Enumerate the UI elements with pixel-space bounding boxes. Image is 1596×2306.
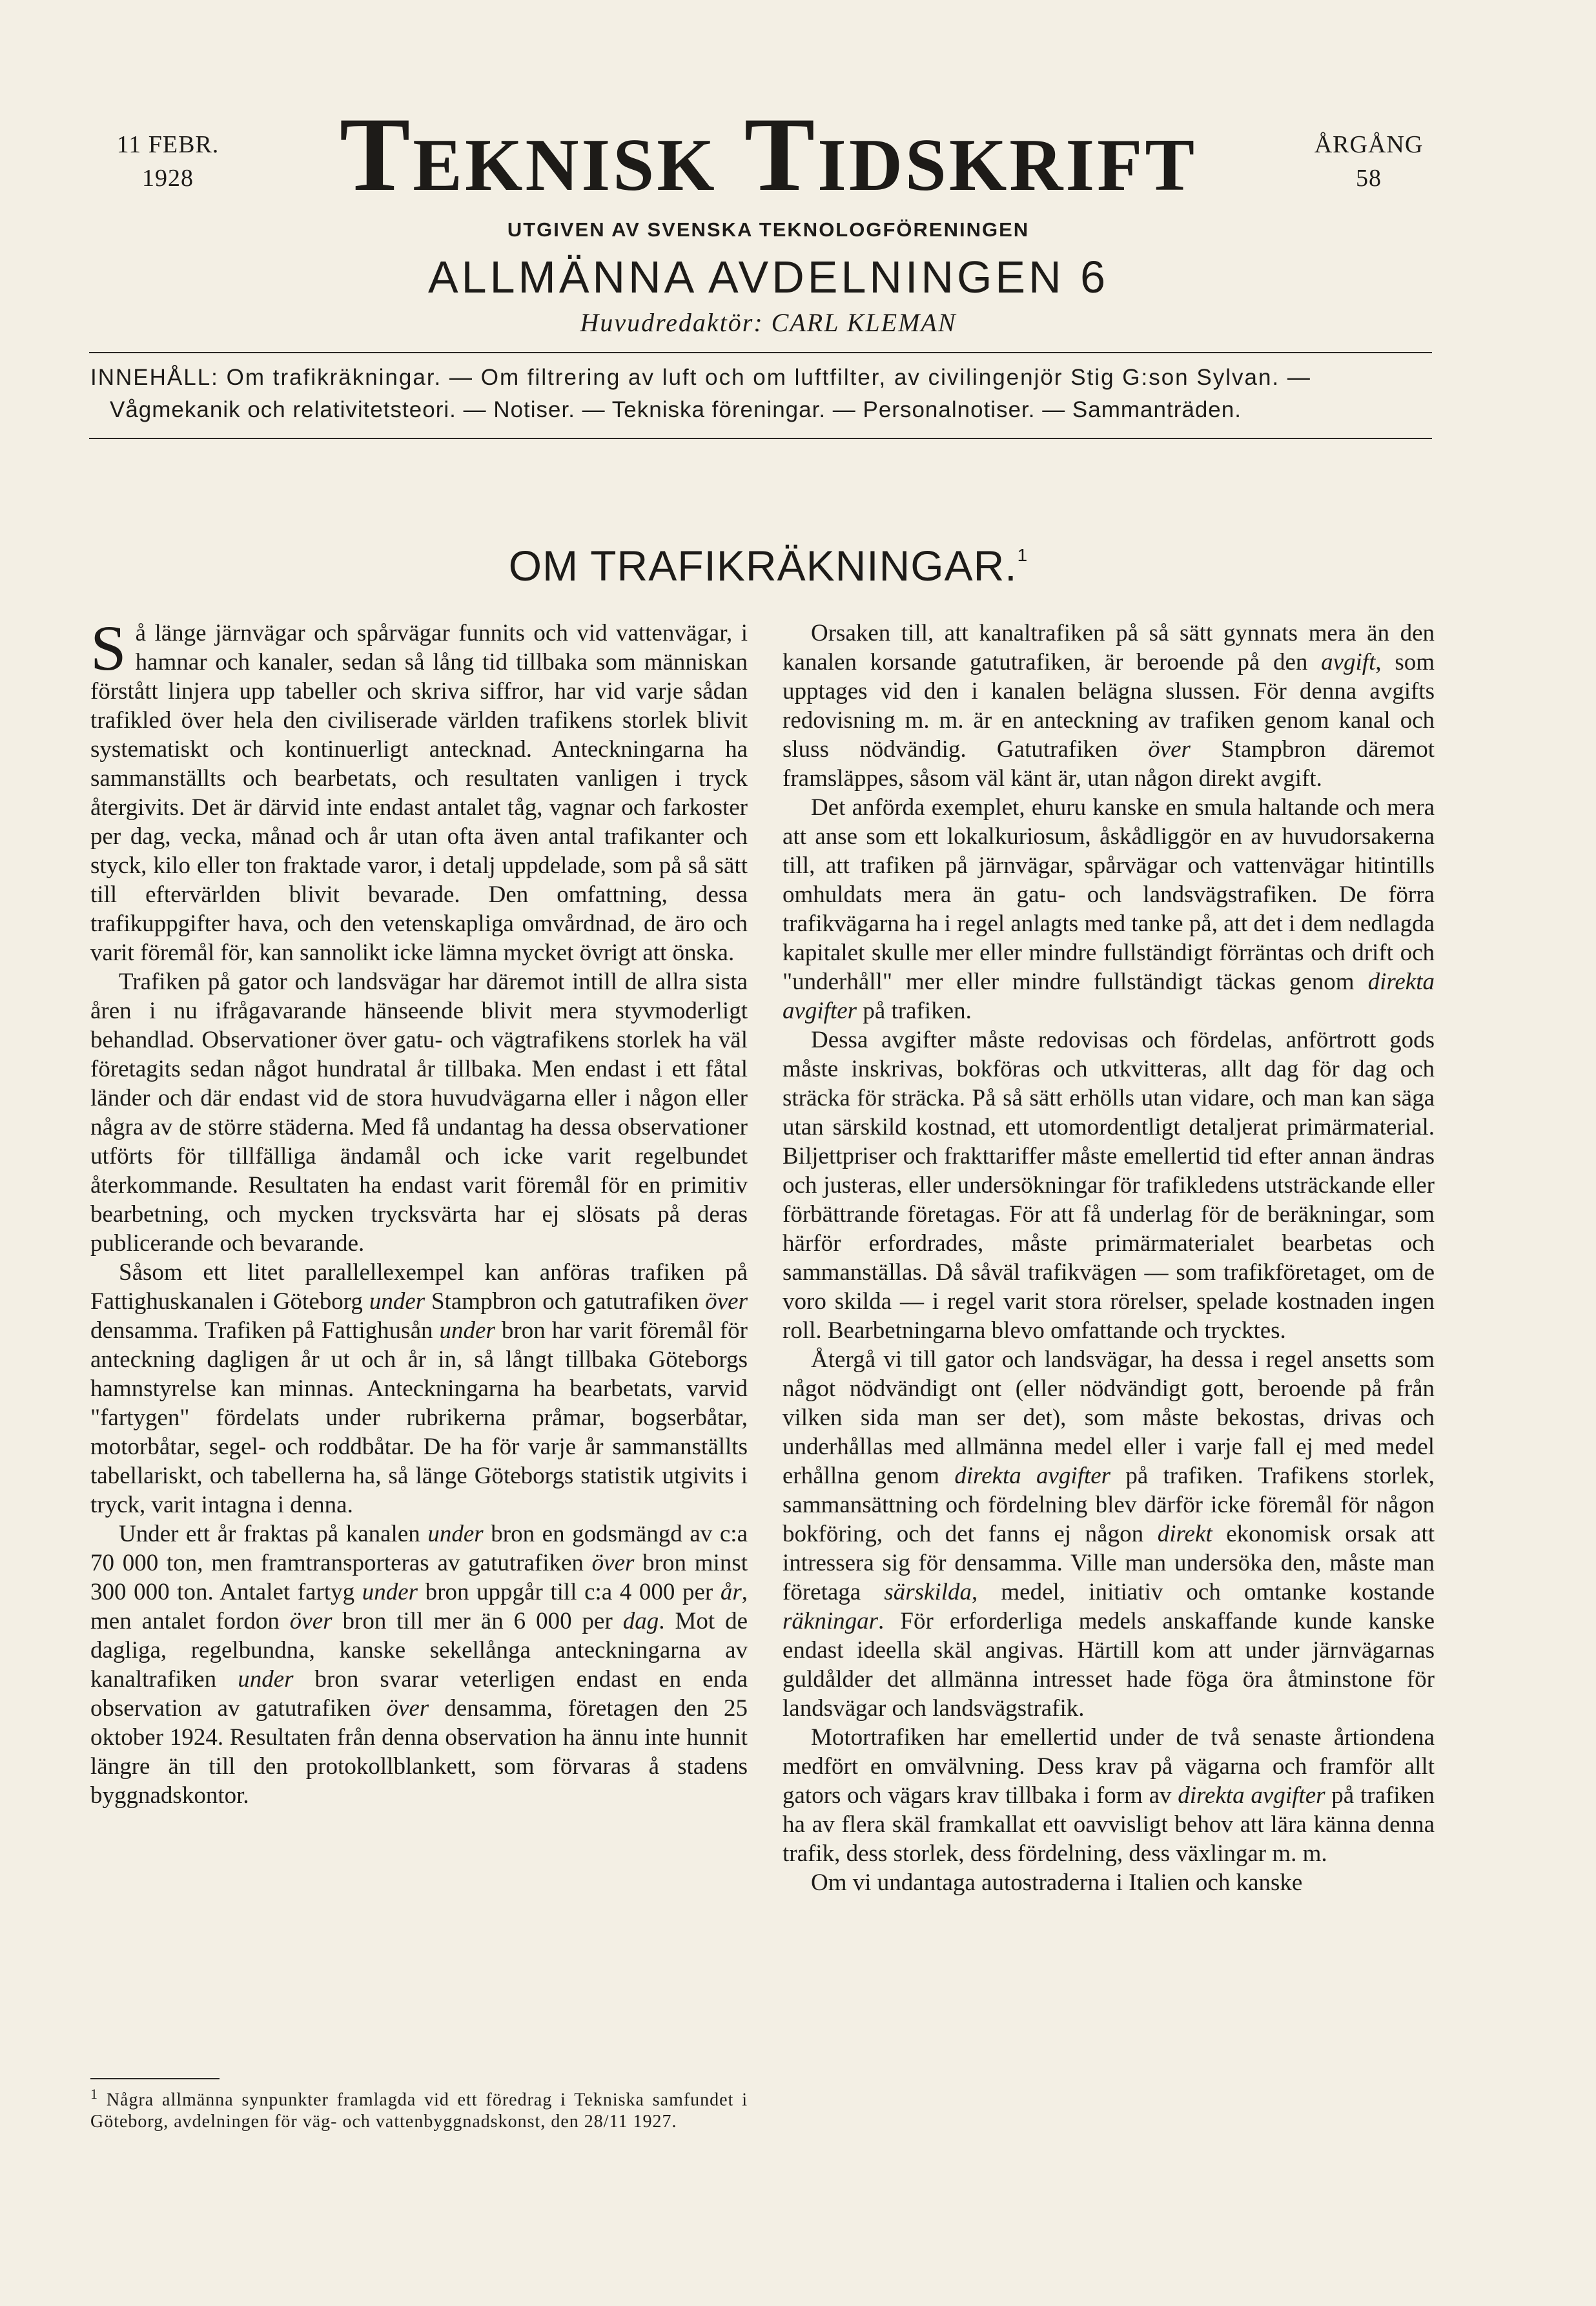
- publisher-line: UTGIVEN AV SVENSKA TEKNOLOGFÖRENINGEN: [507, 218, 1030, 241]
- contents-line-1: INNEHÅLL: Om trafikräkningar. — Om filtrering av luft och om luftfilter, av civilingenjör Stig G:son Sylvan. —: [90, 365, 1311, 390]
- table-of-contents: [90, 362, 1433, 426]
- paragraph: [90, 1258, 748, 1519]
- text-run: bron har varit föremål för anteckning dagligen år ut och år in, så långt tillbaka Göteborgs hamnstyrelse kan minnas. Anteckningarna ha bearbetats, varvid "fartygen" fördelats under rubrikerna pråmar, bogserbåtar, motorbåtar, segel- och roddbåtar. De ha för varje år sammanställts tabellariskt, och tabellerna ha, så länge Göteborgs statistik utgivits i tryck, varit intagna i denna.: [90, 1317, 748, 1518]
- text-run: bron uppgår till c:a 4 000 per: [418, 1579, 721, 1605]
- text-run: densamma, företagen den 25 oktober 1924. Resultaten från denna observation ha ännu inte hunnit längre än till den protokollblankett, som förvaras å stadens byggnadskontor.: [90, 1695, 748, 1809]
- text-run: Stampbron och gatutrafiken: [425, 1288, 706, 1315]
- emphasis: över: [591, 1550, 635, 1576]
- paragraph: [783, 793, 1435, 1025]
- text-run: densamma. Trafiken på Fattighusån: [90, 1317, 440, 1344]
- paragraph: [783, 619, 1435, 793]
- paragraph-text: å länge järnvägar och spårvägar funnits och vid vattenvägar, i hamnar och kanaler, sedan så lång tid tillbaka som människan förstått linjera upp tabeller och skriva siffror, har vid varje sådan trafikled över hela den civiliserade världen trafikens storlek blivit systematiskt och kontinuerligt antecknad. Anteckningarna ha sammanställts och bearbetats, och resultaten vanligen i tryck återgivits. Det är därvid inte endast antalet tåg, vagnar och farkoster per dag, vecka, månad och år utan ofta även antal trafikanter och styck, kilo eller ton fraktade varor, i detalj uppdelade, som på så sätt till eftervärlden blivit bevarade. Den omfattning, dessa trafikuppgifter hava, och den vetenskapliga omvårdnad, de äro och varit föremål för, kan sannolikt icke lämna mycket övrigt att önska.: [90, 620, 748, 966]
- text-run: , som upptages vid den i kanalen belägna slussen. För denna avgifts redovisning m. m. är en anteckning av trafiken genom kanal och sluss nödvändig. Gatutrafiken: [783, 649, 1435, 763]
- emphasis: över: [1148, 736, 1191, 763]
- text-run: på trafiken. Trafikens storlek, sammansättning och fördelning blev därför icke föremål för någon bokföring, och det fanns ej någon: [783, 1463, 1435, 1547]
- emphasis: direkt: [1157, 1521, 1212, 1547]
- divider-top: [89, 352, 1432, 353]
- divider-bottom: [89, 438, 1432, 439]
- masthead-title: Teknisk Tidskrift: [339, 96, 1198, 213]
- emphasis: över: [289, 1608, 332, 1634]
- text-run: Återgå vi till gator och landsvägar, ha dessa i regel ansetts som något nödvändigt ont (eller nödvändigt gott, beroende på från vilken sida man ser det), som måste bekostas, drivas och underhållas med allmänna medel eller i varje fall ej med medel erhållna genom: [783, 1346, 1435, 1489]
- paragraph: Dessa avgifter måste redovisas och fördelas, anförtrott gods måste inskrivas, bokföras och utkvitteras, allt dag för dag och sträcka för sträcka. På så sätt erhölls utan vidare, och man kan säga utan särskild kostnad, ett utomordentligt detaljerat primärmaterial. Biljettpriser och frakttariffer måste emellertid tid efter annan ändras och justeras, eller undersökningar för trafikledens utsträckande eller förbättrande företagas. För att få underlag för de beräkningar, som härför erfordrades, måste primärmaterialet bearbetas och sammanställas. Då såväl trafikvägen — som trafikföretaget, om de voro skilda — i regel varit stora rörelser, spelade kostnaden ingen roll. Bearbetningarna blevo omfattande och trycktes.: [783, 1027, 1435, 1344]
- emphasis: över: [386, 1695, 429, 1722]
- emphasis: dag: [622, 1608, 659, 1634]
- contents-line-2: Vågmekanik och relativitetsteori. — Notiser. — Tekniska föreningar. — Personalnotiser. — Sammanträden.: [110, 397, 1242, 422]
- footnote-text: Några allmänna synpunkter framlagda vid ett föredrag i Tekniska samfundet i Göteborg, avdelningen för väg- och vattenbyggnadskonst, den 28/11 1927.: [90, 2090, 748, 2132]
- paragraph: [90, 612, 748, 967]
- text-run: Motortrafiken har emellertid under de två senaste årtiondena medfört en omvälvning. Dess krav på vägarna och framför allt gators och vägars krav tillbaka i form av: [783, 1724, 1435, 1809]
- text-run: Stampbron däremot framsläppes, såsom väl känt är, utan någon direkt avgift.: [783, 736, 1435, 792]
- paragraph: [783, 1345, 1435, 1723]
- footnote-divider: [90, 2078, 220, 2079]
- editor-line: Huvudredaktör: CARL KLEMAN: [580, 308, 957, 337]
- issue-date: [90, 128, 245, 195]
- text-run: . Mot de dagliga, regelbundna, kanske sekellånga anteckningarna av kanaltrafiken: [90, 1608, 748, 1693]
- drop-cap: S: [90, 612, 127, 684]
- column-right: [783, 619, 1435, 1897]
- text-run: på trafiken ha av flera skäl framkallat ett oavvisligt behov att lära känna denna trafik, dess storlek, dess fördelning, dess växlingar m. m.: [783, 1782, 1435, 1867]
- emphasis: direkta avgifter: [954, 1463, 1111, 1489]
- article-title: [245, 541, 1291, 590]
- text-run: , medel, initiativ och omtanke kostande: [972, 1579, 1435, 1605]
- volume-label: ÅRGÅNG: [1314, 131, 1424, 158]
- column-left: [90, 612, 748, 1810]
- text-run: Såsom ett litet parallellexempel kan anföras trafiken på Fattighuskanalen i Göteborg: [90, 1259, 748, 1315]
- paragraph: [783, 1723, 1435, 1868]
- text-run: , men antalet fordon: [90, 1579, 748, 1634]
- emphasis: år: [720, 1579, 742, 1605]
- emphasis: direkta avgifter: [1178, 1782, 1325, 1809]
- emphasis: över: [705, 1288, 748, 1315]
- text-run: bron till mer än 6 000 per: [332, 1608, 623, 1634]
- section-title: ALLMÄNNA AVDELNINGEN 6: [427, 252, 1109, 302]
- footnote: [90, 2083, 748, 2133]
- volume-info: [1291, 128, 1446, 195]
- paragraph: Om vi undantaga autostraderna i Italien och kanske: [811, 1869, 1303, 1896]
- text-run: bron svarar veterligen endast en enda observation av gatutrafiken: [90, 1666, 748, 1722]
- title-footnote-mark: 1: [1017, 545, 1028, 565]
- text-run: bron minst 300 000 ton. Antalet fartyg: [90, 1550, 748, 1605]
- emphasis: direkta avgifter: [783, 969, 1435, 1024]
- emphasis: under: [238, 1666, 294, 1693]
- emphasis: avgift: [1321, 649, 1376, 675]
- emphasis: särskilda: [884, 1579, 972, 1605]
- paragraph: [90, 1519, 748, 1810]
- issue-day: 11 FEBR.: [116, 131, 220, 158]
- paragraph: Trafiken på gator och landsvägar har däremot intill de allra sista åren i nu ifrågavarande hänseende blivit mera styvmoderligt behandlad. Observationer över gatu- och vägtrafikens storlek ha väl företagits sedan något hundratal år tillbaka. Men endast i ett fåtal länder och där endast vid de stora huvudvägarna eller i någon eller några av de större städerna. Med få undantag ha dessa observationer utförts för tillfälliga ändamål och icke varit regelbundet återkommande. Resultaten ha endast varit föremål för en primitiv bearbetning, och mycken trycksvärta har ej slösats på deras publicerande och bevarande.: [90, 969, 748, 1257]
- emphasis: räkningar: [783, 1608, 878, 1634]
- text-run: Orsaken till, att kanaltrafiken på så sätt gynnats mera än den kanalen korsande gatutrafiken, är beroende på den: [783, 620, 1435, 675]
- text-run: på trafiken.: [857, 998, 972, 1024]
- article-title-text: OM TRAFIKRÄKNINGAR.: [508, 542, 1018, 590]
- emphasis: under: [369, 1288, 425, 1315]
- text-run: . För erforderliga medels anskaffande kunde kanske endast ideella skäl angivas. Härtill kom att under järnvägarnas guldålder det allmänna intresset hade föga öra åtminstone för landsvägar och landsvägstrafik.: [783, 1608, 1435, 1722]
- text-run: Under ett år fraktas på kanalen: [119, 1521, 428, 1547]
- text-run: bron en godsmängd av c:a 70 000 ton, men framtransporteras av gatutrafiken: [90, 1521, 748, 1576]
- issue-year: 1928: [142, 165, 194, 192]
- text-run: ekonomisk orsak att intressera sig för densamma. Ville man undersöka den, måste man företaga: [783, 1521, 1435, 1605]
- text-run: Det anförda exemplet, ehuru kanske en smula haltande och mera att anse som ett lokalkuriosum, åskådliggör en av huvudorsakerna till, att trafiken på järnvägar, spårvägar och vattenvägar hitintills omhuldats mera än gatu- och landsvägstrafiken. De förra trafikvägarna ha i regel anlagts med tanke på, att det i dem nedlagda kapitalet skulle mer eller mindre fullständigt förräntas och drift och "underhåll" mer eller mindre fullständigt täckas genom: [783, 794, 1435, 995]
- emphasis: under: [427, 1521, 484, 1547]
- footnote-mark: 1: [90, 2086, 98, 2102]
- emphasis: under: [439, 1317, 495, 1344]
- volume-number: 58: [1356, 165, 1382, 192]
- emphasis: under: [362, 1579, 418, 1605]
